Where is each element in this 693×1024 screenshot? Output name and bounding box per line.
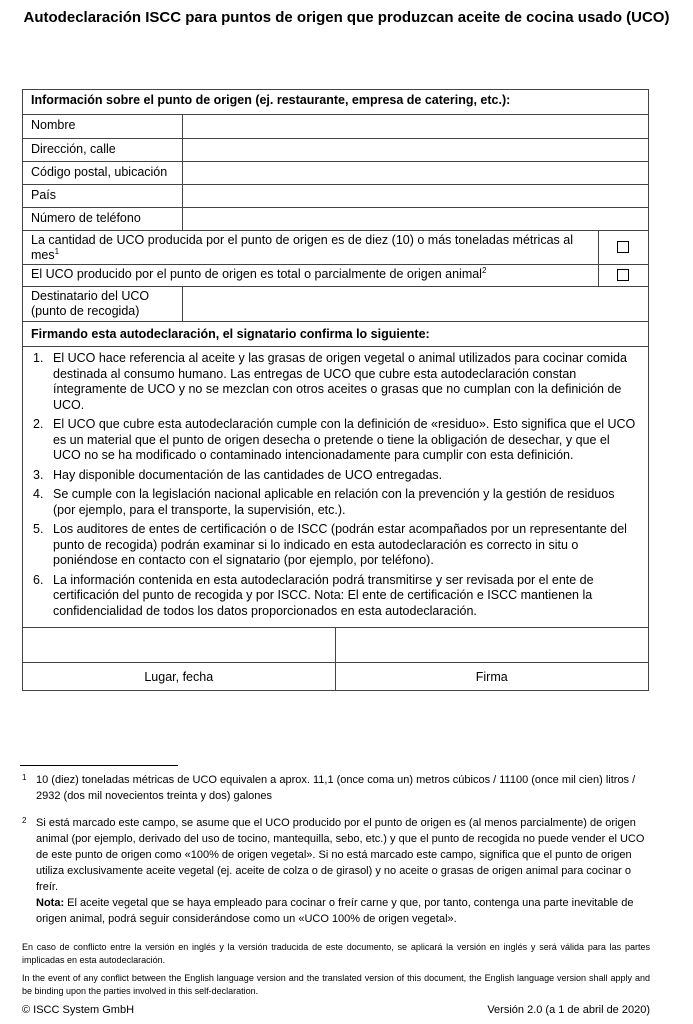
disclaimer-english: In the event of any conflict between the English language version and the translated version of this document, the English language version shall apply and be binding upon the parties involved in this self-declaration. [22, 973, 650, 996]
list-item: 5. Los auditores de entes de certificación o de ISCC (podrán estar acompañados por un representante del punto de recogida) podrán examinar si lo indicado en esta autodeclaración es correcto in situ o poniéndose en contacto con el signatario (por ejemplo, por teléfono). [33, 522, 627, 567]
version: Versión 2.0 (a 1 de abril de 2020) [487, 1004, 650, 1016]
footnote-1 [22, 772, 650, 804]
field-label: País [23, 185, 183, 207]
field-label: Dirección, calle [23, 139, 183, 161]
field-row-recipient [23, 286, 648, 321]
field-row-name [23, 114, 648, 138]
recipient-sublabel: (punto de recogida) [31, 304, 140, 318]
postal-code-field[interactable] [183, 162, 648, 184]
name-field[interactable] [183, 115, 648, 138]
list-item: 4. Se cumple con la legislación nacional aplicable en relación con la prevención y la gestión de residuos (por ejemplo, para el transporte, la supervisión, etc.). [33, 487, 615, 517]
footnote-ref: 1 [54, 246, 60, 256]
note-text: El aceite vegetal que se haya empleado para cocinar o freír carne y que, por tanto, contenga una parte inevitable de origen animal, podrá seguir considerándose como un «UCO 100% de origen vegetal». [36, 897, 634, 925]
statements-section [23, 346, 648, 627]
signature-field[interactable] [336, 628, 649, 662]
disclaimer-spanish: En caso de conflicto entre la versión en inglés y la versión traducida de este documento, se aplicará la versión en inglés y será válida para las partes implicadas en esta autodeclaración. [22, 942, 650, 965]
statement-list [23, 347, 648, 627]
place-date-field[interactable] [23, 628, 336, 662]
field-row-postal [23, 161, 648, 184]
country-field[interactable] [183, 185, 648, 207]
signature-fields [23, 627, 648, 662]
recipient-field[interactable] [183, 287, 648, 321]
list-item: 3. Hay disponible documentación de las cantidades de UCO entregadas. [33, 467, 443, 482]
field-label: Número de teléfono [23, 208, 183, 230]
copyright: © ISCC System GmbH [22, 1004, 135, 1016]
list-item: 1. El UCO hace referencia al aceite y las grasas de origen vegetal o animal utilizados para cocinar comida destinada al consumo humano. Las entregas de UCO que cubre esta autodeclaración constan íntegramente de UCO y no se mezclan con otros aceites o grasas que no cumplan con la definición de UCO. [33, 351, 627, 412]
field-row-country [23, 184, 648, 207]
note-label: Nota: [36, 897, 65, 909]
self-declaration-form [22, 89, 649, 691]
field-row-phone [23, 207, 648, 230]
footnote-divider [20, 765, 178, 766]
footnote-number: 2 [22, 816, 27, 825]
confirm-header: Firmando esta autodeclaración, el signatario confirma lo siguiente: [23, 321, 648, 346]
signature-label: Firma [475, 670, 508, 684]
check-text: La cantidad de UCO producida por el punto de origen es de diez (10) o más toneladas métricas al mes [31, 233, 573, 262]
list-item: 6. La información contenida en esta autodeclaración podrá transmitirse y ser revisada por el ente de certificación del punto de recogida y por ISCC. Nota: El ente de certificación e ISCC mantienen la confidencialidad de todos los datos proporcionados en esta autodeclaración. [33, 572, 594, 618]
recipient-label: Destinatario del UCO [31, 289, 150, 303]
field-label: Código postal, ubicación [23, 162, 183, 184]
field-label: Nombre [23, 115, 183, 138]
quantity-checkbox[interactable] [617, 241, 629, 253]
animal-origin-checkbox[interactable] [617, 269, 629, 281]
phone-field[interactable] [183, 208, 648, 230]
footnote-number: 1 [22, 773, 27, 782]
check-row-quantity [23, 230, 648, 264]
footnote-text: 10 (diez) toneladas métricas de UCO equivalen a aprox. 11,1 (once coma un) metros cúbicos / 11100 (once mil cien) litros / 2932 (dos mil novecientos treinta y dos) galones [36, 774, 636, 802]
check-row-animal-origin [23, 264, 648, 286]
page-footer [22, 1003, 650, 1017]
check-text: El UCO producido por el punto de origen es total o parcialmente de origen animal [31, 267, 482, 281]
page-title: Autodeclaración ISCC para puntos de origen que produzcan aceite de cocina usado (UCO) [23, 9, 670, 26]
address-field[interactable] [183, 139, 648, 161]
field-row-address [23, 138, 648, 161]
footnote-2 [22, 815, 650, 927]
info-header: Información sobre el punto de origen (ej. restaurante, empresa de catering, etc.): [31, 93, 511, 107]
footnote-text: Si está marcado este campo, se asume que el UCO producido por el punto de origen es (al menos parcialmente) de origen animal (por ejemplo, derivado del uso de tocino, mantequilla, sebo, etc.) y que el punto de recogida no puede vender el UCO de este punto de origen como «100% de origen vegetal». Si no está marcado este campo, significa que el punto de origen utiliza exclusivamente aceite vegetal (ej. aceite de colza o de girasol) y no aceite o grasas de origen animal para cocinar o freír. [36, 817, 645, 893]
footnote-ref: 2 [481, 265, 487, 275]
signature-labels [23, 662, 648, 690]
place-date-label: Lugar, fecha [23, 663, 336, 690]
list-item: 2. El UCO que cubre esta autodeclaración cumple con la definición de «residuo». Esto significa que el UCO es un material que el punto de origen desecha o pretende o tiene la obligación de desechar, y que el UCO no se ha modificado o contaminado intencionadamente para cumplir con esta definición. [33, 417, 636, 462]
